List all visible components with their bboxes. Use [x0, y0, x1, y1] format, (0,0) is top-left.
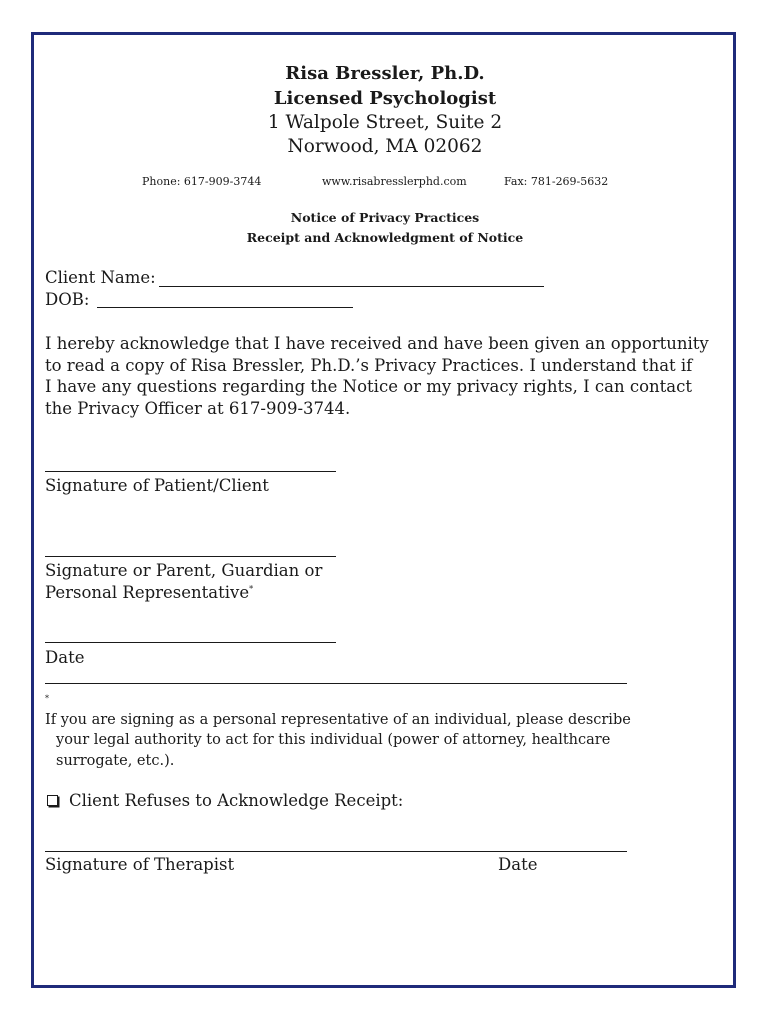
patient-signature-label: Signature of Patient/Client — [45, 476, 269, 495]
acknowledgment-paragraph — [45, 333, 735, 419]
footnote — [45, 689, 631, 771]
refusal-label: Client Refuses to Acknowledge Receipt: — [69, 791, 404, 810]
footnote-line: surrogate, etc.). — [56, 752, 175, 769]
client-name-label: Client Name: — [45, 268, 156, 287]
guardian-label-text: Personal Representative — [45, 583, 250, 602]
dob-label: DOB: — [45, 290, 90, 309]
notice-title: Notice of Privacy Practices — [290, 210, 480, 225]
refusal-checkbox[interactable] — [47, 795, 58, 806]
acknowledgment-line: to read a copy of Risa Bressler, Ph.D.’s Privacy Practices. I understand that if — [45, 355, 693, 375]
website-link[interactable]: www.risabresslerphd.com — [322, 175, 467, 188]
address-line-1: 1 Walpole Street, Suite 2 — [267, 112, 503, 133]
therapist-signature-label: Signature of Therapist — [45, 855, 235, 874]
guardian-signature-line[interactable] — [45, 556, 336, 557]
footnote-marker: * — [249, 584, 254, 594]
provider-name: Risa Bressler, Ph.D. — [285, 63, 485, 84]
phone-number: Phone: 617-909-3744 — [142, 175, 262, 188]
patient-signature-line[interactable] — [45, 471, 336, 472]
notice-subtitle: Receipt and Acknowledgment of Notice — [246, 230, 524, 245]
fax-number: Fax: 781-269-5632 — [504, 175, 609, 188]
date-label: Date — [45, 648, 85, 667]
therapist-date-label: Date — [498, 855, 538, 874]
provider-title: Licensed Psychologist — [273, 88, 497, 109]
client-name-field[interactable] — [159, 286, 544, 287]
footnote-text: If you are signing as a personal representative of an individual, please describe — [45, 711, 631, 728]
guardian-signature-label-2 — [45, 583, 253, 602]
footnote-line — [45, 689, 631, 730]
therapist-signature-line[interactable] — [45, 851, 627, 852]
guardian-signature-label: Signature or Parent, Guardian or — [45, 561, 323, 580]
footnote-line: your legal authority to act for this individual (power of attorney, healthcare — [56, 732, 611, 748]
address-line-2: Norwood, MA 02062 — [287, 136, 483, 157]
dob-field[interactable] — [97, 307, 353, 308]
acknowledgment-line: I hereby acknowledge that I have received and have been given an opportunity — [45, 334, 709, 353]
footnote-divider — [45, 683, 627, 684]
footnote-marker: * — [45, 694, 49, 703]
acknowledgment-line: I have any questions regarding the Notice or my privacy rights, I can contact — [45, 377, 692, 396]
date-line[interactable] — [45, 642, 336, 643]
acknowledgment-line: the Privacy Officer at 617-909-3744. — [45, 398, 351, 418]
